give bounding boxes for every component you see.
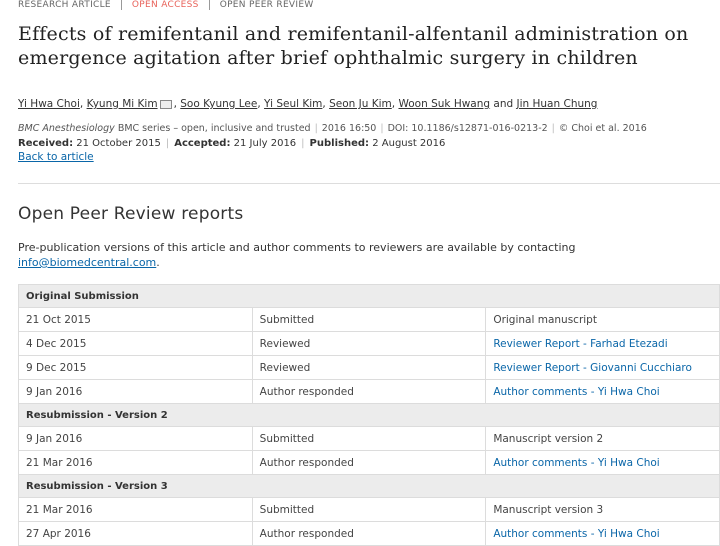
table-row xyxy=(19,308,720,332)
row-detail-cell xyxy=(486,332,720,356)
contact-email-link[interactable]: info@biomedcentral.com xyxy=(18,256,157,269)
group-title: Resubmission - Version 3 xyxy=(19,475,720,498)
peer-review-table xyxy=(18,284,720,546)
row-detail-cell xyxy=(486,308,720,332)
row-event: Submitted xyxy=(252,308,486,332)
row-detail-cell xyxy=(486,522,720,546)
submission-group-header xyxy=(19,404,720,427)
article-meta: BMC Anesthesiology BMC series – open, inclusive and trusted | 2016 16:50 | DOI: 10.1186/s12871-016-0213-2 | © Choi et al. 2016 xyxy=(18,123,647,134)
open-access-label: OPEN ACCESS xyxy=(122,0,210,10)
report-link[interactable]: Author comments - Yi Hwa Choi xyxy=(493,456,660,469)
row-date: 4 Dec 2015 xyxy=(19,332,253,356)
row-date: 9 Jan 2016 xyxy=(19,427,253,451)
article-dates: Received: 21 October 2015 | Accepted: 21 July 2016 | Published: 2 August 2016 xyxy=(18,138,446,149)
row-detail-cell xyxy=(486,380,720,404)
author-link[interactable]: Woon Suk Hwang xyxy=(398,98,491,110)
row-date: 21 Mar 2016 xyxy=(19,498,253,522)
row-date: 21 Oct 2015 xyxy=(19,308,253,332)
row-event: Author responded xyxy=(252,451,486,475)
report-link[interactable]: Reviewer Report - Farhad Etezadi xyxy=(493,337,668,350)
row-detail-cell xyxy=(486,427,720,451)
table-row xyxy=(19,356,720,380)
author-link[interactable]: Yi Hwa Choi xyxy=(18,98,80,110)
table-row xyxy=(19,522,720,546)
group-title: Resubmission - Version 2 xyxy=(19,404,720,427)
row-date: 21 Mar 2016 xyxy=(19,451,253,475)
row-date: 9 Jan 2016 xyxy=(19,380,253,404)
group-title: Original Submission xyxy=(19,285,720,308)
journal-series: BMC series – open, inclusive and trusted xyxy=(117,123,311,134)
article-type-label: RESEARCH ARTICLE xyxy=(18,0,122,10)
peer-review-heading: Open Peer Review reports xyxy=(18,204,244,224)
section-divider xyxy=(18,183,720,184)
author-link[interactable]: Soo Kyung Lee xyxy=(180,98,258,110)
accepted-label: Accepted: xyxy=(174,138,231,149)
article-title: Effects of remifentanil and remifentanil-alfentanil administration on emergence agitation after brief ophthalmic surgery in children xyxy=(18,23,689,69)
published-label: Published: xyxy=(309,138,370,149)
top-navigation xyxy=(18,0,324,12)
report-link[interactable]: Author comments - Yi Hwa Choi xyxy=(493,385,660,398)
row-event: Author responded xyxy=(252,522,486,546)
peer-review-intro: Pre-publication versions of this article and author comments to reviewers are available by contacting info@biomedcentral.com. xyxy=(18,241,576,269)
row-event: Submitted xyxy=(252,498,486,522)
doi: DOI: 10.1186/s12871-016-0213-2 xyxy=(387,123,548,134)
report-link[interactable]: Author comments - Yi Hwa Choi xyxy=(493,527,660,540)
row-event: Reviewed xyxy=(252,332,486,356)
row-detail-cell xyxy=(486,451,720,475)
author-link[interactable]: Yi Seul Kim xyxy=(264,98,323,110)
row-detail-cell xyxy=(486,356,720,380)
published-date: 2 August 2016 xyxy=(372,138,446,149)
received-date: 21 October 2015 xyxy=(76,138,161,149)
year-volume: 2016 16:50 xyxy=(321,123,377,134)
author-link[interactable]: Seon Ju Kim xyxy=(329,98,392,110)
copyright: © Choi et al. 2016 xyxy=(558,123,647,134)
row-event: Submitted xyxy=(252,427,486,451)
received-label: Received: xyxy=(18,138,74,149)
table-row xyxy=(19,427,720,451)
row-event: Reviewed xyxy=(252,356,486,380)
submission-group-header xyxy=(19,285,720,308)
submission-group-header xyxy=(19,475,720,498)
row-date: 9 Dec 2015 xyxy=(19,356,253,380)
accepted-date: 21 July 2016 xyxy=(233,138,297,149)
manuscript-version-text: Original manuscript xyxy=(493,313,597,326)
row-event: Author responded xyxy=(252,380,486,404)
intro-text: Pre-publication versions of this article and author comments to reviewers are available by contacting xyxy=(18,241,576,254)
email-icon[interactable] xyxy=(160,100,172,109)
table-row xyxy=(19,332,720,356)
table-row xyxy=(19,380,720,404)
table-row xyxy=(19,498,720,522)
report-link[interactable]: Reviewer Report - Giovanni Cucchiaro xyxy=(493,361,692,374)
row-date: 27 Apr 2016 xyxy=(19,522,253,546)
row-detail-cell xyxy=(486,498,720,522)
back-to-article-link[interactable]: Back to article xyxy=(18,151,94,163)
author-link[interactable]: Jin Huan Chung xyxy=(516,98,598,110)
open-peer-review-label: OPEN PEER REVIEW xyxy=(219,0,314,10)
author-list: Yi Hwa Choi, Kyung Mi Kim , Soo Kyung Lee, Yi Seul Kim, Seon Ju Kim, Woon Suk Hwang and Jin Huan Chung xyxy=(18,98,598,110)
author-link[interactable]: Kyung Mi Kim xyxy=(86,98,158,110)
journal-name: BMC Anesthesiology xyxy=(18,123,115,134)
manuscript-version-text: Manuscript version 3 xyxy=(493,503,604,516)
table-row xyxy=(19,451,720,475)
manuscript-version-text: Manuscript version 2 xyxy=(493,432,604,445)
